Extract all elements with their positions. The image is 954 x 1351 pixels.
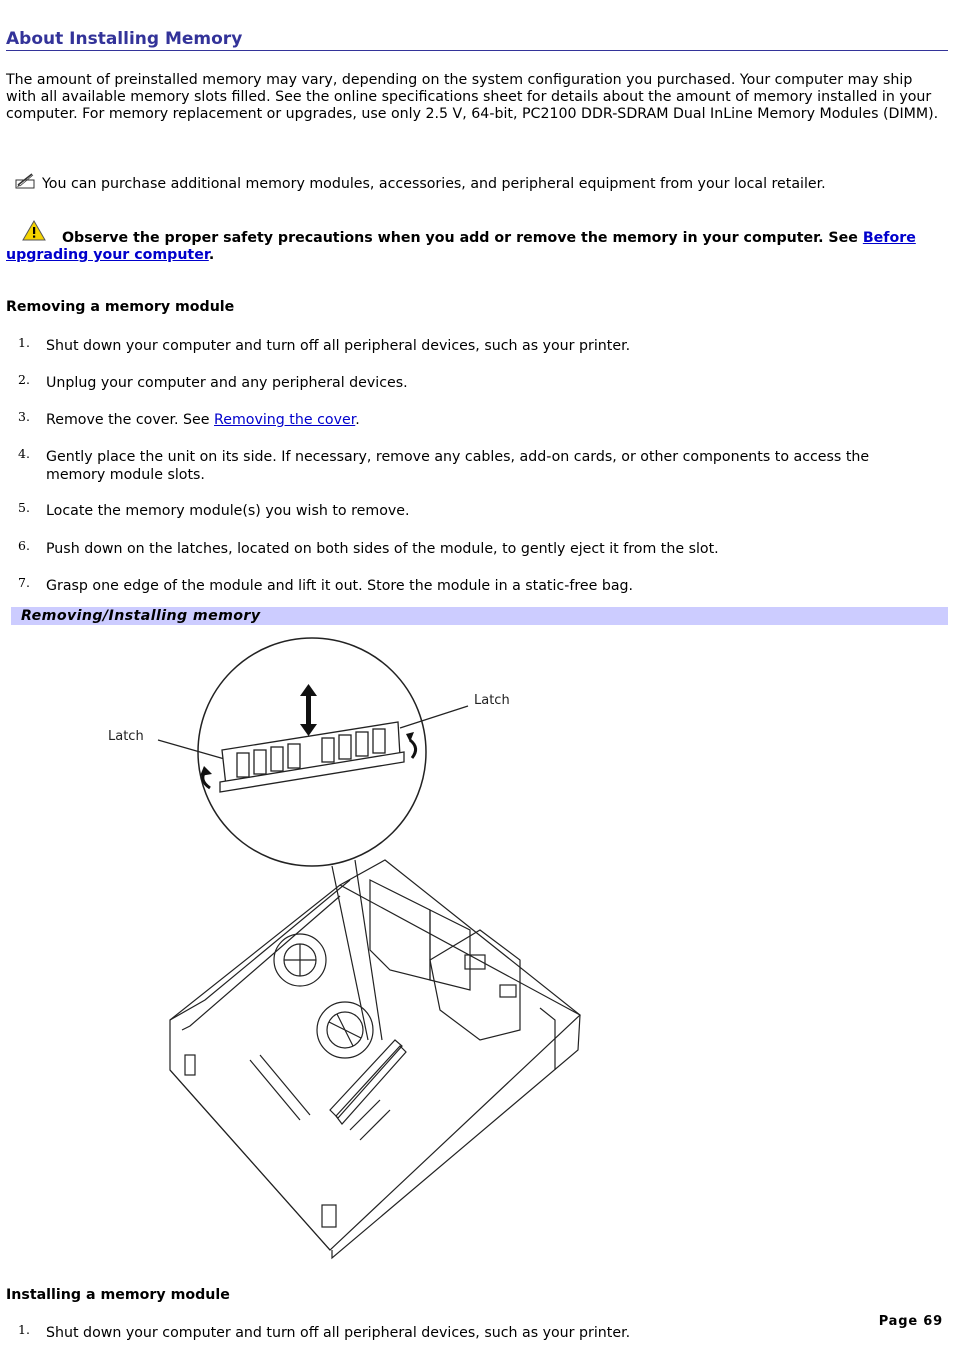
step-text: Unplug your computer and any peripheral devices.	[46, 375, 408, 391]
figure-caption: Removing/Installing memory	[21, 608, 261, 624]
step-text: Shut down your computer and turn off all peripheral devices, such as your printer.	[46, 1325, 631, 1341]
installing-heading: Installing a memory module	[6, 1287, 230, 1303]
warning-text: Observe the proper safety precautions when you add or remove the memory in your computer. See	[62, 230, 863, 246]
step-number: 1.	[18, 335, 30, 350]
intro-paragraph: The amount of preinstalled memory may vary, depending on the system configuration you purchased. Your computer may ship with all available memory slots filled. See the online specifications sheet for details about the amount of memory installed in your computer. For memory replacement or upgrades, use only 2.5 V, 64-bit, PC2100 DDR-SDRAM Dual InLine Memory Modules (DIMM).	[6, 72, 939, 122]
step-text: Push down on the latches, located on both sides of the module, to gently eject it from the slot.	[46, 541, 719, 557]
step-number: 6.	[18, 538, 30, 553]
removing-cover-link[interactable]: Removing the cover	[214, 412, 356, 428]
figure-caption-bar	[11, 607, 948, 625]
drive-bay	[370, 880, 430, 980]
step-text-before: Remove the cover. See	[46, 412, 215, 428]
warning	[6, 224, 936, 264]
memory-diagram	[100, 630, 590, 1260]
latch-label-left: Latch	[108, 729, 144, 744]
note-pencil-icon	[14, 172, 38, 190]
memory-slots	[330, 1040, 402, 1118]
step-number: 1.	[18, 1322, 30, 1337]
page-title: About Installing Memory	[6, 29, 948, 51]
step-number: 7.	[18, 575, 30, 590]
step-text: Shut down your computer and turn off all peripheral devices, such as your printer.	[46, 338, 631, 354]
step-text-after: .	[355, 412, 360, 428]
step-number: 5.	[18, 500, 30, 515]
latch-label-right: Latch	[474, 693, 510, 708]
warning-icon	[22, 220, 46, 241]
step-text: Locate the memory module(s) you wish to remove.	[46, 503, 410, 519]
removing-heading: Removing a memory module	[6, 299, 235, 315]
step-text: Grasp one edge of the module and lift it out. Store the module in a static-free bag.	[46, 578, 634, 594]
step-text: Gently place the unit on its side. If necessary, remove any cables, add-on cards, or other components to access the memory module slots.	[46, 449, 870, 483]
step-number: 4.	[18, 446, 30, 461]
note-text: You can purchase additional memory modules, accessories, and peripheral equipment from your local retailer.	[42, 176, 826, 192]
step-number: 2.	[18, 372, 30, 387]
warning-end: .	[208, 247, 215, 263]
before-upgrading-link[interactable]: Before upgrading your computer	[6, 230, 916, 263]
chassis-outline	[170, 860, 580, 1250]
page-number: Page 69	[878, 1314, 943, 1329]
memory-illustration	[100, 630, 590, 1264]
step-number: 3.	[18, 409, 30, 424]
note	[14, 172, 934, 193]
step-text	[46, 411, 906, 429]
